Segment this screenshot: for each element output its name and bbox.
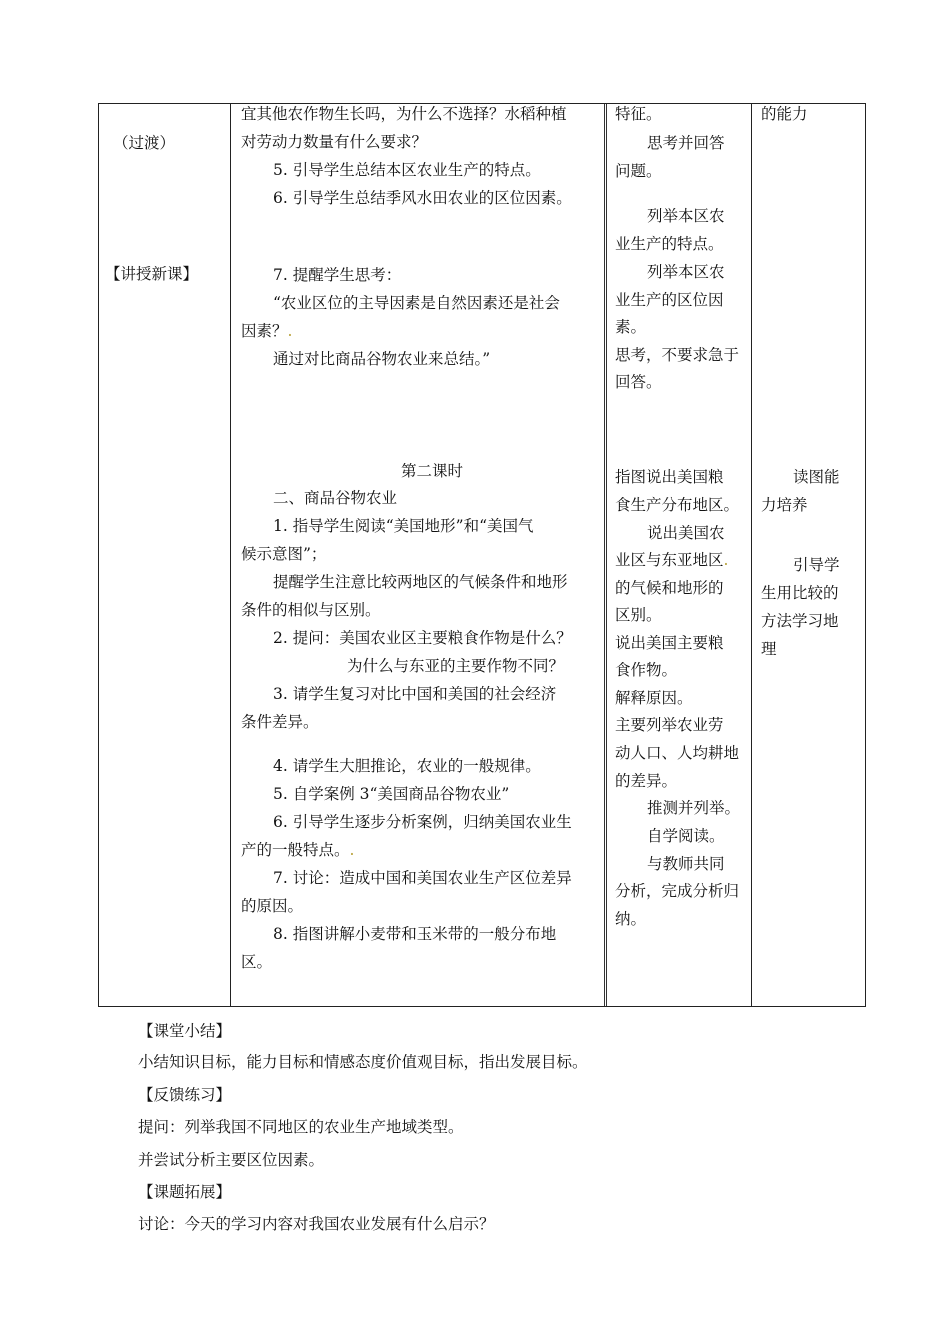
student-line: 推测并列举。 xyxy=(647,799,741,817)
teacher-line: 5. 引导学生总结本区农业生产的特点。 xyxy=(273,161,541,179)
student-line: 列举本区农 xyxy=(647,263,725,281)
practice-question: 并尝试分析主要区位因素。 xyxy=(138,1151,325,1169)
extension-heading: 【课题拓展】 xyxy=(138,1183,232,1201)
intent-line: 生用比较的 xyxy=(761,584,839,602)
intent-line: 方法学习地 xyxy=(761,612,839,630)
teacher-line: 的原因。 xyxy=(241,897,304,915)
student-line: 分析，完成分析归 xyxy=(615,882,740,900)
student-line: 指图说出美国粮 xyxy=(615,468,724,486)
teacher-line: 5. 自学案例 3“美国商品谷物农业” xyxy=(273,785,510,803)
student-line: 区别。 xyxy=(615,606,662,624)
student-line: 食生产分布地区。 xyxy=(615,496,740,514)
teacher-line: 条件差异。 xyxy=(241,713,319,731)
intent-line: 的能力 xyxy=(761,105,808,123)
student-line: 的气候和地形的 xyxy=(615,579,724,597)
teacher-line: 6. 引导学生总结季风水田农业的区位因素。 xyxy=(273,189,572,207)
student-line: 纳。 xyxy=(615,910,647,928)
teacher-line: 4. 请学生大胆推论，农业的一般规律。 xyxy=(273,757,541,775)
student-line: 回答。 xyxy=(615,373,662,391)
student-line: 食作物。 xyxy=(615,661,678,679)
teacher-line: 为什么与东亚的主要作物不同？ xyxy=(347,657,565,675)
section-title: 第二课时 xyxy=(401,462,464,480)
student-line: 解释原因。 xyxy=(615,689,693,707)
student-line: 的差异。 xyxy=(615,772,678,790)
teacher-line: 二、商品谷物农业 xyxy=(273,489,398,507)
student-line: 特征。 xyxy=(615,105,662,123)
teacher-line: 因素？. xyxy=(241,322,293,340)
practice-heading: 【反馈练习】 xyxy=(138,1086,232,1104)
teacher-line: 7. 讨论：造成中国和美国农业生产区位差异 xyxy=(273,869,572,887)
teacher-line: 8. 指图讲解小麦带和玉米带的一般分布地 xyxy=(273,925,557,943)
teacher-activity-column xyxy=(231,104,604,1006)
teacher-line: “农业区位的主导因素是自然因素还是社会 xyxy=(273,294,560,312)
teacher-line: 2. 提问：美国农业区主要粮食作物是什么？ xyxy=(273,629,572,647)
summary-text: 小结知识目标，能力目标和情感态度价值观目标，指出发展目标。 xyxy=(138,1053,588,1071)
student-line: 主要列举农业劳 xyxy=(615,716,724,734)
intent-line: 理 xyxy=(761,640,777,658)
teacher-line: 7. 提醒学生思考： xyxy=(273,266,402,284)
extension-text: 讨论：今天的学习内容对我国农业发展有什么启示？ xyxy=(138,1215,495,1233)
student-line: 业生产的特点。 xyxy=(615,235,724,253)
design-intent-column xyxy=(752,104,866,1006)
teacher-line: 区。 xyxy=(241,953,273,971)
teacher-line: 产的一般特点。. xyxy=(241,841,355,859)
teacher-line: 对劳动力数量有什么要求？ xyxy=(241,133,428,151)
summary-heading: 【课堂小结】 xyxy=(138,1022,232,1040)
teacher-line: 6. 引导学生逐步分析案例，归纳美国农业生 xyxy=(273,813,572,831)
teacher-line: 宜其他农作物生长吗，为什么不选择？水稻种植 xyxy=(241,105,567,123)
stage-new-lesson: 【讲授新课】 xyxy=(105,265,199,283)
student-line: 列举本区农 xyxy=(647,207,725,225)
student-line: 思考并回答 xyxy=(647,134,725,152)
student-line: 问题。 xyxy=(615,162,662,180)
teacher-line: 通过对比商品谷物农业来总结。” xyxy=(273,350,491,368)
teacher-line: 1. 指导学生阅读“美国地形”和“美国气 xyxy=(273,517,534,535)
student-line: 动人口、人均耕地 xyxy=(615,744,740,762)
teacher-line: 候示意图”； xyxy=(241,545,327,563)
stage-column xyxy=(99,104,230,1006)
student-activity-column xyxy=(607,104,751,1006)
student-line: 说出美国主要粮 xyxy=(615,634,724,652)
teacher-line: 条件的相似与区别。 xyxy=(241,601,381,619)
student-line: 说出美国农 xyxy=(647,524,725,542)
student-line: 业生产的区位因 xyxy=(615,291,724,309)
student-line: 业区与东亚地区. xyxy=(615,551,729,569)
student-line: 与教师共同 xyxy=(647,855,725,873)
student-line: 思考，不要求急于 xyxy=(615,346,740,364)
stage-transition: （过渡） xyxy=(113,134,176,152)
practice-question: 提问：列举我国不同地区的农业生产地域类型。 xyxy=(138,1118,464,1136)
intent-line: 读图能 xyxy=(793,468,840,486)
intent-line: 力培养 xyxy=(761,496,808,514)
student-line: 素。 xyxy=(615,318,647,336)
teacher-line: 3. 请学生复习对比中国和美国的社会经济 xyxy=(273,685,557,703)
student-line: 自学阅读。 xyxy=(647,827,725,845)
teacher-line: 提醒学生注意比较两地区的气候条件和地形 xyxy=(273,573,568,591)
lesson-table xyxy=(98,103,866,1007)
intent-line: 引导学 xyxy=(793,556,840,574)
